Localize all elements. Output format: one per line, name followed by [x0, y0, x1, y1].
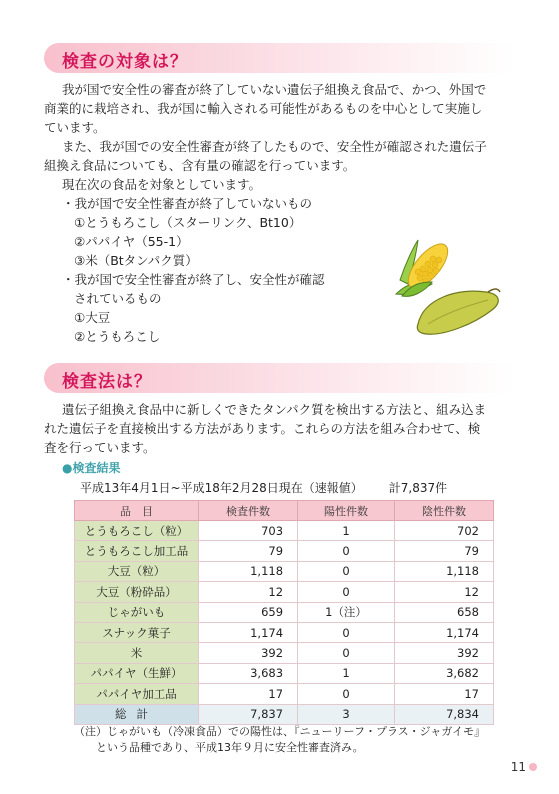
cell-item: パパイヤ加工品 — [75, 684, 199, 704]
cell-positive: 1 — [298, 663, 395, 683]
cell-tested: 703 — [199, 521, 298, 541]
table-total-row — [75, 704, 494, 724]
cell-negative: 392 — [394, 643, 493, 663]
paragraph-line: また、我が国での安全性審査が終了したもので、安全性が確認された遺伝子 — [62, 139, 487, 154]
table-row — [75, 622, 494, 642]
cell-tested: 12 — [199, 582, 298, 602]
list-heading: ・我が国で安全性審査が終了していないもの — [62, 196, 313, 211]
cell-positive: 1（注） — [298, 602, 395, 622]
table-header-row — [75, 501, 494, 521]
cell-positive: 0 — [298, 561, 395, 581]
cell-tested: 17 — [199, 684, 298, 704]
paragraph-line: れた遺伝子を直接検出する方法があります。これらの方法を組み合わせて、検 — [44, 421, 481, 436]
cell-negative: 79 — [394, 541, 493, 561]
column-header-tested: 検査件数 — [199, 501, 298, 521]
paragraph-line: 組換え食品についても、含有量の確認を行っています。 — [44, 158, 356, 173]
list-item: ②パパイヤ（55-1） — [74, 234, 189, 249]
table-row — [75, 541, 494, 561]
cell-negative: 12 — [394, 582, 493, 602]
table-row — [75, 602, 494, 622]
table-row — [75, 663, 494, 683]
list-heading: ・我が国で安全性審査が終了し、安全性が確認 — [62, 272, 325, 287]
section-header-inspection-targets — [44, 43, 516, 73]
results-period — [80, 479, 447, 496]
section-header-inspection-method — [44, 363, 516, 393]
cell-item: とうもろこし（粒） — [75, 521, 199, 541]
cell-tested: 392 — [199, 643, 298, 663]
column-header-item: 品 目 — [75, 501, 199, 521]
paragraph-line: 現在次の食品を対象としています。 — [62, 177, 262, 192]
cell-item: 米 — [75, 643, 199, 663]
cell-total-tested: 7,837 — [199, 704, 298, 724]
total-count: 計7,837件 — [388, 481, 448, 495]
cell-negative: 658 — [394, 602, 493, 622]
table-row — [75, 521, 494, 541]
corn-illustration — [396, 238, 455, 297]
cell-item: パパイヤ（生鮮） — [75, 663, 199, 683]
section-title: 検査法は？ — [62, 372, 152, 392]
cell-total-negative: 7,834 — [394, 704, 493, 724]
cell-positive: 0 — [298, 643, 395, 663]
page-dot-icon — [529, 763, 537, 771]
corn-papaya-illustration — [388, 232, 508, 342]
cell-item: スナック菓子 — [75, 622, 199, 642]
table-row — [75, 643, 494, 663]
table-row — [75, 561, 494, 581]
period-text: 平成13年4月1日~平成18年2月28日現在（速報値） — [80, 481, 363, 495]
list-item: ①とうもろこし（スターリンク、Bt10） — [74, 215, 302, 230]
cell-item: とうもろこし加工品 — [75, 541, 199, 561]
cell-negative: 1,174 — [394, 622, 493, 642]
section-title: 検査の対象は？ — [62, 52, 188, 72]
cell-negative: 17 — [394, 684, 493, 704]
cell-tested: 79 — [199, 541, 298, 561]
paragraph-line: 査を行っています。 — [44, 440, 156, 455]
paragraph-line: 商業的に栽培され、我が国に輸入される可能性があるものを中心として実施し — [44, 101, 483, 116]
cell-item: じゃがいも — [75, 602, 199, 622]
footnote-line: という品種であり、平成13年９月に安全性審査済み。 — [96, 741, 364, 754]
list-item: ①大豆 — [74, 310, 111, 325]
page-number — [511, 760, 537, 774]
cell-positive: 0 — [298, 582, 395, 602]
results-label: ●検査結果 — [62, 461, 121, 475]
table-row — [75, 582, 494, 602]
papaya-illustration — [417, 289, 500, 334]
footnote-line: （注）じゃがいも（冷凍食品）での陽性は、『ニューリーフ・プラス・ジャガイモ』 — [74, 725, 486, 738]
list-item: ②とうもろこし — [74, 329, 161, 344]
cell-positive: 0 — [298, 622, 395, 642]
cell-positive: 0 — [298, 684, 395, 704]
table-row — [75, 684, 494, 704]
cell-tested: 3,683 — [199, 663, 298, 683]
cell-total-label: 総計 — [75, 704, 199, 724]
paragraph-line: ています。 — [44, 120, 106, 135]
cell-negative: 702 — [394, 521, 493, 541]
cell-tested: 659 — [199, 602, 298, 622]
cell-positive: 0 — [298, 541, 395, 561]
paragraph-line: 遺伝子組換え食品中に新しくできたタンパク質を検出する方法と、組み込ま — [62, 402, 487, 417]
column-header-positive: 陽性件数 — [298, 501, 395, 521]
cell-tested: 1,174 — [199, 622, 298, 642]
cell-tested: 1,118 — [199, 561, 298, 581]
paragraph-line: 我が国で安全性の審査が終了していない遺伝子組換え食品で、かつ、外国で — [62, 82, 487, 97]
cell-item: 大豆（粉砕品） — [75, 582, 199, 602]
results-table — [74, 500, 494, 725]
list-heading: されているもの — [74, 291, 162, 306]
page-number-text: 11 — [510, 760, 526, 774]
cell-positive: 1 — [298, 521, 395, 541]
cell-negative: 3,682 — [394, 663, 493, 683]
cell-negative: 1,118 — [394, 561, 493, 581]
list-item: ③米（Btタンパク質） — [74, 253, 198, 268]
cell-total-positive: 3 — [298, 704, 395, 724]
cell-item: 大豆（粒） — [75, 561, 199, 581]
column-header-negative: 陰性件数 — [394, 501, 493, 521]
